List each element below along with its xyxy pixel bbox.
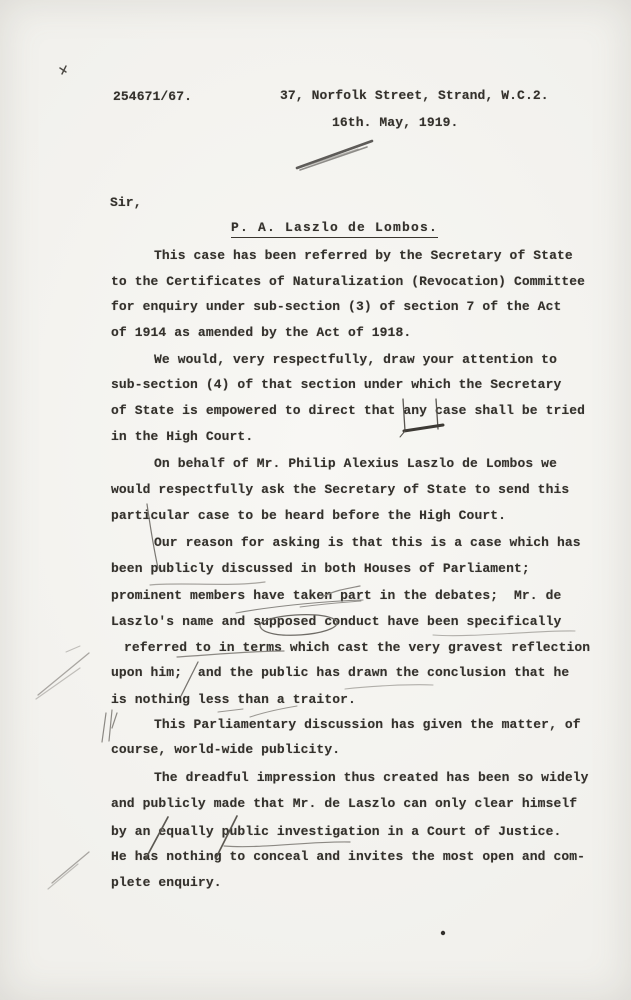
body-line: of 1914 as amended by the Act of 1918. [111,325,412,340]
body-line: upon him; and the public has drawn the conclusion that he [111,665,570,680]
body-line: to the Certificates of Naturalization (Revocation) Committee [111,274,586,289]
body-line: is nothing less than a traitor. [111,692,356,707]
reference-number: 254671/67. [113,89,193,104]
subject-heading: P. A. Laszlo de Lombos. [231,220,438,238]
body-line: This case has been referred by the Secretary of State [154,248,573,263]
date-slash-mark [297,141,372,170]
address-line: 37, Norfolk Street, Strand, W.C.2. [280,88,549,103]
body-line: sub-section (4) of that section under which the Secretary [111,377,562,392]
body-line: plete enquiry. [111,875,222,890]
body-line: and publicly made that Mr. de Laszlo can only clear himself [111,796,578,811]
body-line: by an equally public investigation in a Court of Justice. [111,824,562,839]
body-line: in the High Court. [111,429,254,444]
body-line: particular case to be heard before the High Court. [111,508,507,523]
body-line: On behalf of Mr. Philip Alexius Laszlo de Lombos we [154,456,557,471]
publicly-underline [150,582,265,585]
body-line: would respectfully ask the Secretary of State to send this [111,482,570,497]
body-line: The dreadful impression thus created has been so widely [154,770,589,785]
drawn-underline [345,685,433,689]
body-line: prominent members have taken part in the debates; Mr. de [111,588,562,603]
body-line: This Parliamentary discussion has given the matter, of [154,717,581,732]
body-line: of State is empowered to direct that any case shall be tried [111,403,586,418]
body-line: We would, very respectfully, draw your attention to [154,352,557,367]
body-line: referred to in terms which cast the very gravest reflection [124,640,591,655]
body-line: course, world-wide publicity. [111,742,341,757]
margin-double-slash-lower [48,852,89,889]
date-line: 16th. May, 1919. [332,115,459,130]
specifically-underline [433,631,575,636]
bottom-dot [441,931,445,935]
body-line: for enquiry under sub-section (3) of section 7 of the Act [111,299,562,314]
margin-double-slash-upper [36,646,89,699]
body-line: Our reason for asking is that this is a case which has [154,535,581,550]
body-line: Laszlo's name and supposed conduct have been specifically [111,614,562,629]
salutation: Sir, [110,195,142,210]
body-line: been publicly discussed in both Houses of Parliament; [111,561,530,576]
body-line: He has nothing to conceal and invites the most open and com- [111,849,586,864]
top-left-check-mark [60,66,66,74]
margin-vertical-ticks [102,710,117,742]
